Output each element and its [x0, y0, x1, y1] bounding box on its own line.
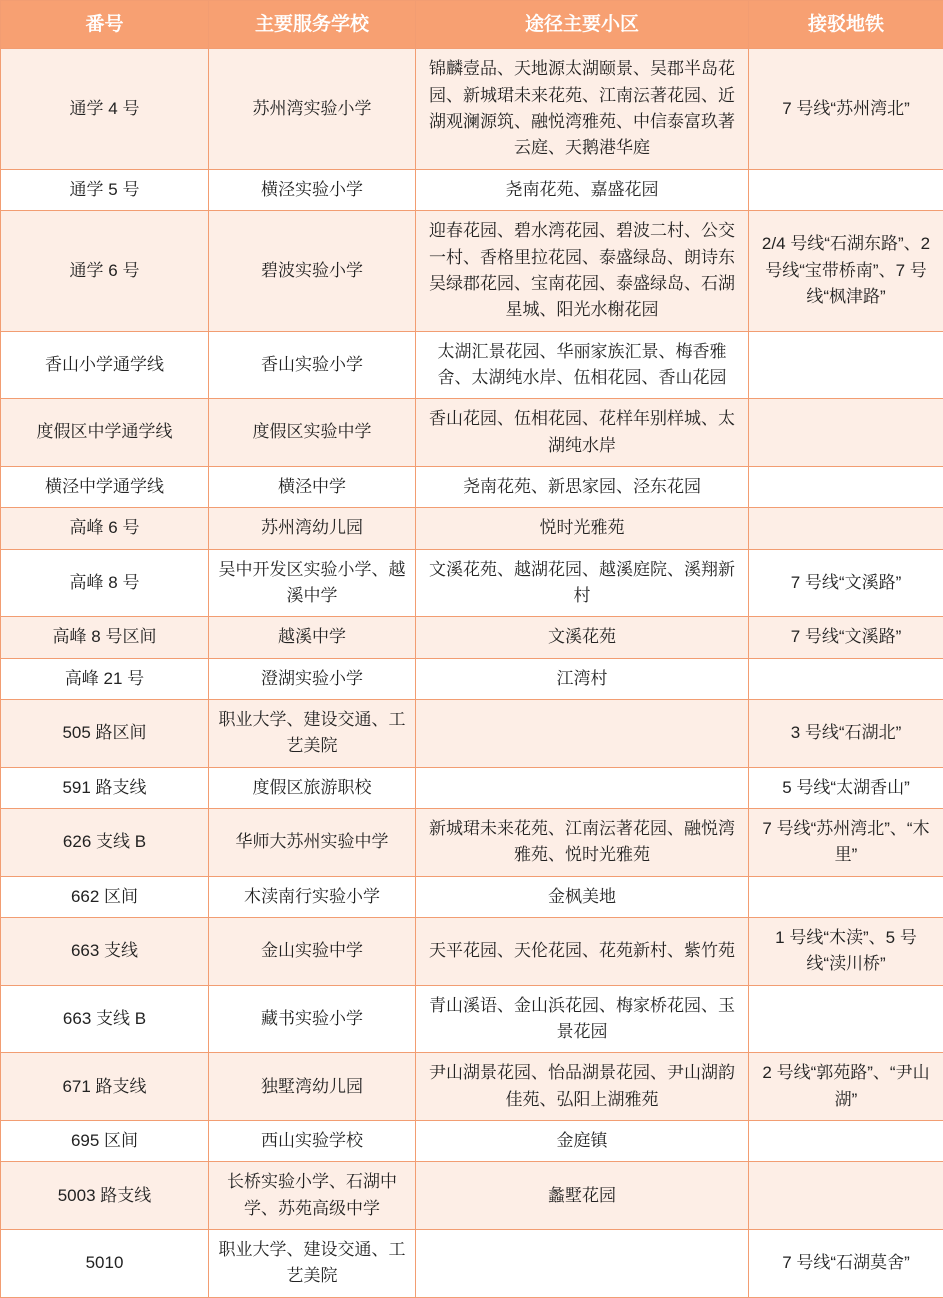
- table-row: [1, 1162, 943, 1230]
- cell-school: 华师大苏州实验中学: [209, 809, 416, 877]
- cell-metro: 2 号线“郭苑路”、“尹山湖”: [749, 1053, 943, 1121]
- cell-metro: [749, 1162, 943, 1230]
- cell-line-number: 通学 6 号: [1, 211, 209, 331]
- cell-school: 职业大学、建设交通、工艺美院: [209, 699, 416, 767]
- table-row: [1, 1121, 943, 1162]
- cell-communities: 悦时光雅苑: [416, 508, 749, 549]
- cell-communities: 香山花园、伍相花园、花样年别样城、太湖纯水岸: [416, 399, 749, 467]
- table-row: [1, 508, 943, 549]
- column-header-line-number: 番号: [1, 1, 209, 49]
- cell-school: 吴中开发区实验小学、越溪中学: [209, 549, 416, 617]
- cell-communities: [416, 699, 749, 767]
- cell-metro: 3 号线“石湖北”: [749, 699, 943, 767]
- cell-school: 职业大学、建设交通、工艺美院: [209, 1230, 416, 1298]
- cell-line-number: 度假区中学通学线: [1, 399, 209, 467]
- table-row: [1, 1053, 943, 1121]
- cell-metro: [749, 169, 943, 210]
- cell-line-number: 591 路支线: [1, 767, 209, 808]
- cell-school: 香山实验小学: [209, 331, 416, 399]
- cell-metro: 7 号线“石湖莫舍”: [749, 1230, 943, 1298]
- table-row: [1, 876, 943, 917]
- column-header-metro: 接驳地铁: [749, 1, 943, 49]
- table-row: [1, 1230, 943, 1298]
- table-body: [1, 49, 943, 1297]
- cell-metro: [749, 508, 943, 549]
- cell-school: 碧波实验小学: [209, 211, 416, 331]
- cell-line-number: 671 路支线: [1, 1053, 209, 1121]
- cell-metro: [749, 658, 943, 699]
- cell-communities: 尧南花苑、嘉盛花园: [416, 169, 749, 210]
- table-row: [1, 658, 943, 699]
- cell-communities: 尹山湖景花园、怡品湖景花园、尹山湖韵佳苑、弘阳上湖雅苑: [416, 1053, 749, 1121]
- cell-communities: 太湖汇景花园、华丽家族汇景、梅香雅舍、太湖纯水岸、伍相花园、香山花园: [416, 331, 749, 399]
- table-row: [1, 331, 943, 399]
- cell-communities: 新城珺未来花苑、江南沄著花园、融悦湾雅苑、悦时光雅苑: [416, 809, 749, 877]
- cell-line-number: 663 支线: [1, 918, 209, 986]
- cell-metro: [749, 466, 943, 507]
- cell-communities: 文溪花苑: [416, 617, 749, 658]
- cell-school: 苏州湾幼儿园: [209, 508, 416, 549]
- table-row: [1, 49, 943, 169]
- table-header-row: [1, 1, 943, 49]
- cell-line-number: 695 区间: [1, 1121, 209, 1162]
- cell-communities: 江湾村: [416, 658, 749, 699]
- table-row: [1, 809, 943, 877]
- cell-communities: 迎春花园、碧水湾花园、碧波二村、公交一村、香格里拉花园、泰盛绿岛、朗诗东吴绿郡花园、宝南花园、泰盛绿岛、石湖星城、阳光水榭花园: [416, 211, 749, 331]
- cell-line-number: 高峰 6 号: [1, 508, 209, 549]
- cell-line-number: 高峰 8 号区间: [1, 617, 209, 658]
- cell-metro: 7 号线“文溪路”: [749, 549, 943, 617]
- cell-communities: 锦麟壹品、天地源太湖颐景、吴郡半岛花园、新城珺未来花苑、江南沄著花园、近湖观澜源筑、融悦湾雅苑、中信泰富玖著云庭、天鹅港华庭: [416, 49, 749, 169]
- cell-metro: [749, 985, 943, 1053]
- cell-line-number: 香山小学通学线: [1, 331, 209, 399]
- table-row: [1, 399, 943, 467]
- table-row: [1, 985, 943, 1053]
- table-row: [1, 699, 943, 767]
- column-header-communities: 途径主要小区: [416, 1, 749, 49]
- cell-metro: 5 号线“太湖香山”: [749, 767, 943, 808]
- cell-school: 越溪中学: [209, 617, 416, 658]
- table-row: [1, 918, 943, 986]
- cell-school: 度假区旅游职校: [209, 767, 416, 808]
- column-header-school: 主要服务学校: [209, 1, 416, 49]
- cell-line-number: 高峰 21 号: [1, 658, 209, 699]
- cell-metro: [749, 399, 943, 467]
- cell-communities: 天平花园、天伦花园、花苑新村、紫竹苑: [416, 918, 749, 986]
- cell-line-number: 663 支线 B: [1, 985, 209, 1053]
- cell-communities: [416, 1230, 749, 1298]
- table-row: [1, 466, 943, 507]
- cell-line-number: 通学 4 号: [1, 49, 209, 169]
- cell-line-number: 505 路区间: [1, 699, 209, 767]
- table-row: [1, 211, 943, 331]
- cell-line-number: 5010: [1, 1230, 209, 1298]
- cell-school: 木渎南行实验小学: [209, 876, 416, 917]
- cell-communities: [416, 767, 749, 808]
- cell-line-number: 5003 路支线: [1, 1162, 209, 1230]
- cell-school: 横泾实验小学: [209, 169, 416, 210]
- cell-metro: [749, 331, 943, 399]
- cell-metro: 7 号线“苏州湾北”、“木里”: [749, 809, 943, 877]
- cell-metro: 2/4 号线“石湖东路”、2 号线“宝带桥南”、7 号线“枫津路”: [749, 211, 943, 331]
- cell-line-number: 662 区间: [1, 876, 209, 917]
- cell-communities: 尧南花苑、新思家园、泾东花园: [416, 466, 749, 507]
- table-row: [1, 169, 943, 210]
- cell-communities: 文溪花苑、越湖花园、越溪庭院、溪翔新村: [416, 549, 749, 617]
- cell-metro: 7 号线“文溪路”: [749, 617, 943, 658]
- cell-school: 藏书实验小学: [209, 985, 416, 1053]
- cell-metro: [749, 876, 943, 917]
- table-header: [1, 1, 943, 49]
- cell-line-number: 横泾中学通学线: [1, 466, 209, 507]
- table-row: [1, 767, 943, 808]
- cell-communities: 青山溪语、金山浜花园、梅家桥花园、玉景花园: [416, 985, 749, 1053]
- cell-communities: 金枫美地: [416, 876, 749, 917]
- cell-metro: [749, 1121, 943, 1162]
- cell-metro: 7 号线“苏州湾北”: [749, 49, 943, 169]
- table-row: [1, 549, 943, 617]
- cell-line-number: 626 支线 B: [1, 809, 209, 877]
- cell-metro: 1 号线“木渎”、5 号线“渎川桥”: [749, 918, 943, 986]
- cell-school: 横泾中学: [209, 466, 416, 507]
- table-row: [1, 617, 943, 658]
- cell-school: 度假区实验中学: [209, 399, 416, 467]
- cell-line-number: 通学 5 号: [1, 169, 209, 210]
- cell-line-number: 高峰 8 号: [1, 549, 209, 617]
- cell-school: 独墅湾幼儿园: [209, 1053, 416, 1121]
- cell-school: 长桥实验小学、石湖中学、苏苑高级中学: [209, 1162, 416, 1230]
- cell-school: 西山实验学校: [209, 1121, 416, 1162]
- cell-school: 苏州湾实验小学: [209, 49, 416, 169]
- cell-communities: 蠡墅花园: [416, 1162, 749, 1230]
- cell-school: 金山实验中学: [209, 918, 416, 986]
- cell-communities: 金庭镇: [416, 1121, 749, 1162]
- cell-school: 澄湖实验小学: [209, 658, 416, 699]
